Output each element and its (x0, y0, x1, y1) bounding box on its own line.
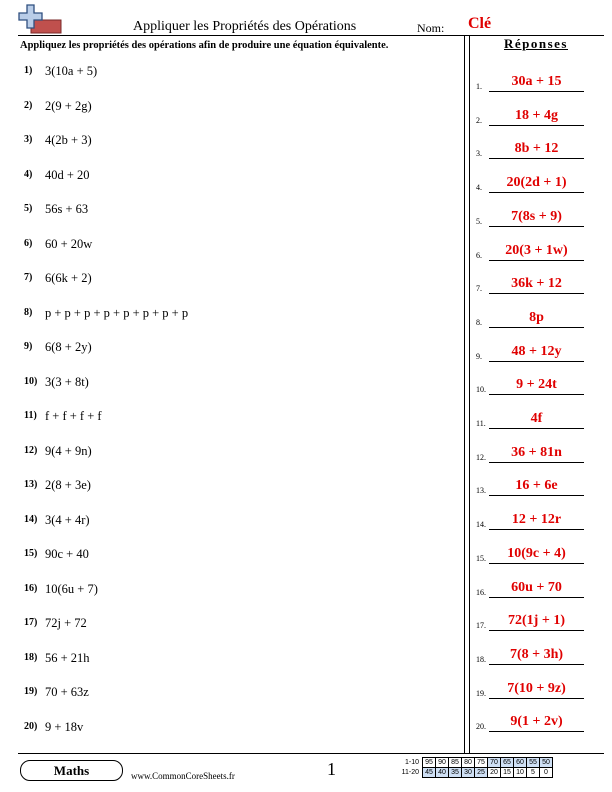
answer-line (489, 428, 584, 429)
problem-item (24, 720, 83, 738)
name-value: Clé (468, 15, 492, 32)
answer-line (489, 529, 584, 530)
answer-item (476, 308, 604, 328)
answer-value: 18 + 4g (515, 107, 558, 123)
answer-item (476, 72, 604, 92)
answer-value: 72(1j + 1) (508, 613, 565, 629)
answer-line (489, 125, 584, 126)
answer-number: 20. (476, 722, 486, 732)
answer-value: 48 + 12y (511, 343, 562, 359)
answer-line (489, 91, 584, 92)
answer-number: 9. (476, 351, 482, 361)
problem-item (24, 651, 90, 669)
answer-number: 5. (476, 216, 482, 226)
answer-value: 9 + 24t (516, 377, 557, 393)
answer-value: 30a + 15 (511, 74, 562, 89)
problem-expression: 72j + 72 (45, 616, 87, 630)
problem-expression: 6(6k + 2) (45, 271, 92, 285)
score-cell: 65 (501, 758, 514, 768)
answer-item (476, 106, 604, 126)
answer-item (476, 611, 604, 631)
answer-value: 10(9c + 4) (507, 545, 566, 561)
answer-item (476, 476, 604, 496)
problem-item (24, 168, 90, 186)
answers-header: Réponses (503, 36, 568, 51)
answer-line (489, 293, 584, 294)
answer-value: 8b + 12 (514, 141, 559, 157)
problem-expression: 60 + 20w (45, 236, 93, 251)
answer-item (476, 443, 604, 463)
answer-line (489, 192, 584, 193)
answer-number: 6. (476, 250, 482, 260)
problem-expression: 2(9 + 2g) (45, 98, 92, 113)
answer-value: 16 + 6e (515, 478, 558, 494)
answer-line (489, 260, 584, 261)
score-cell: 25 (475, 768, 488, 778)
answer-line (489, 630, 584, 631)
score-row (394, 758, 553, 768)
answer-number: 8. (476, 317, 482, 327)
answer-line (489, 664, 584, 665)
problem-expression: 9 + 18v (45, 719, 84, 734)
problem-item (24, 375, 89, 393)
answer-line (489, 698, 584, 699)
score-cell: 60 (514, 758, 527, 768)
answer-number: 16. (476, 587, 486, 597)
problem-expression: 70 + 63z (45, 685, 89, 699)
answer-value: 36k + 12 (511, 276, 562, 292)
answer-number: 11. (476, 419, 486, 428)
score-cell: 5 (527, 768, 540, 778)
answer-line (489, 462, 584, 463)
problem-expression: f + f + f + f (45, 409, 102, 423)
answer-item (476, 578, 604, 598)
answer-item (476, 173, 604, 193)
score-cell: 90 (436, 758, 449, 768)
answer-line (489, 361, 584, 362)
score-cell: 85 (449, 758, 462, 768)
answer-value: 20(2d + 1) (506, 175, 567, 191)
problem-expression: 3(10a + 5) (45, 64, 98, 78)
problem-item (24, 306, 188, 324)
problem-number: 8) (24, 306, 33, 318)
answer-number: 14. (476, 520, 486, 530)
score-cell: 40 (436, 768, 449, 778)
answer-line (489, 731, 584, 732)
problem-item (24, 685, 89, 703)
problem-number: 1) (24, 65, 33, 76)
problem-item (24, 513, 90, 531)
answer-item (476, 207, 604, 227)
plus-logo-icon (18, 4, 62, 34)
problem-number: 10) (24, 375, 38, 387)
problem-number: 2) (24, 99, 33, 111)
problem-expression: 56s + 63 (45, 202, 89, 216)
answer-value: 36 + 81n (511, 444, 562, 460)
score-cell: 10 (514, 768, 527, 778)
problem-number: 17) (24, 617, 38, 628)
answer-line (489, 327, 584, 328)
answer-number: 15. (476, 553, 486, 563)
problem-number: 14) (24, 513, 38, 525)
problem-number: 12) (24, 444, 38, 456)
answer-item (476, 544, 604, 564)
problem-expression: 2(8 + 3e) (45, 478, 91, 492)
problem-number: 19) (24, 686, 38, 697)
score-cell: 15 (501, 768, 514, 778)
answer-item (476, 679, 604, 699)
problem-number: 4) (24, 168, 33, 180)
problem-expression: 9(4 + 9n) (45, 443, 92, 458)
problem-number: 16) (24, 582, 38, 594)
problem-number: 5) (24, 203, 33, 214)
problem-item (24, 271, 92, 289)
answer-line (489, 226, 584, 227)
page-number: 1 (327, 759, 336, 779)
answer-value: 7(8 + 3h) (509, 646, 564, 662)
answer-number: 3. (476, 149, 482, 159)
answer-number: 1. (476, 82, 482, 91)
score-row (394, 768, 553, 778)
problem-expression: 40d + 20 (45, 167, 90, 182)
answer-number: 10. (476, 385, 486, 395)
problem-expression: 6(8 + 2y) (45, 340, 92, 354)
problem-expression: 4(2b + 3) (45, 133, 92, 147)
answer-item (476, 645, 604, 665)
answer-number: 18. (476, 654, 486, 664)
score-cell: 45 (423, 768, 436, 778)
worksheet-title: Appliquer les Propriétés des Opérations (133, 19, 357, 34)
score-row-label: 11-20 (401, 769, 419, 776)
answer-value: 60u + 70 (511, 579, 562, 595)
answer-item (476, 241, 604, 261)
answer-number: 12. (476, 452, 486, 462)
problem-item (24, 478, 91, 496)
problem-item (24, 444, 92, 462)
answer-value: 20(3 + 1w) (505, 242, 568, 258)
answer-item (476, 409, 604, 429)
answer-item (476, 510, 604, 530)
answer-number: 13. (476, 486, 486, 496)
answer-number: 19. (476, 688, 486, 698)
score-cell: 70 (488, 758, 501, 768)
answer-item (476, 375, 604, 395)
score-cell: 75 (475, 758, 488, 768)
score-cell: 95 (423, 758, 436, 768)
instructions: Appliquez les propriétés des opérations afin de produire une équation équivalente. (20, 40, 389, 51)
problem-number: 18) (24, 651, 38, 663)
score-cell: 35 (449, 768, 462, 778)
score-cell: 30 (462, 768, 475, 778)
site-url: www.CommonCoreSheets.fr (131, 771, 235, 781)
problem-item (24, 99, 92, 117)
score-cell: 0 (540, 768, 553, 778)
answer-value: 8p (529, 309, 544, 325)
score-table (394, 757, 553, 778)
answer-item (476, 274, 604, 294)
answer-column-divider (464, 35, 470, 753)
score-cell: 80 (462, 758, 475, 768)
problem-item (24, 582, 98, 600)
problem-number: 3) (24, 134, 33, 145)
score-cell: 55 (527, 758, 540, 768)
answer-item (476, 139, 604, 159)
subject-badge: Maths (20, 760, 123, 781)
problem-item (24, 202, 88, 220)
answer-line (489, 394, 584, 395)
problem-number: 6) (24, 237, 33, 249)
problem-item (24, 616, 87, 634)
problem-number: 13) (24, 479, 38, 490)
problem-item (24, 340, 92, 358)
score-cell: 50 (540, 758, 553, 768)
answer-value: 4f (530, 411, 543, 426)
answer-number: 17. (476, 621, 486, 631)
problem-number: 11) (24, 410, 37, 421)
score-cell: 20 (488, 768, 501, 778)
problem-expression: p + p + p + p + p + p + p + p (45, 305, 189, 320)
problem-number: 20) (24, 720, 38, 732)
answer-item (476, 342, 604, 362)
answer-number: 2. (476, 115, 482, 125)
problem-expression: 90c + 40 (45, 547, 89, 561)
problem-number: 15) (24, 548, 38, 559)
problem-expression: 10(6u + 7) (45, 581, 98, 596)
answer-line (489, 597, 584, 598)
answer-number: 4. (476, 183, 482, 193)
problem-item (24, 64, 97, 82)
name-label: Nom: (417, 21, 445, 35)
answer-line (489, 495, 584, 496)
answer-line (489, 563, 584, 564)
answer-value: 12 + 12r (511, 512, 562, 528)
problem-expression: 3(3 + 8t) (45, 374, 89, 389)
problem-expression: 56 + 21h (45, 650, 90, 665)
answer-value: 7(10 + 9z) (507, 680, 566, 696)
answer-number: 7. (476, 284, 482, 294)
problem-number: 7) (24, 272, 33, 283)
problem-expression: 3(4 + 4r) (45, 512, 90, 527)
problem-item (24, 547, 89, 565)
problem-item (24, 133, 92, 151)
answer-item (476, 712, 604, 732)
problem-item (24, 237, 92, 255)
footer-divider (18, 753, 604, 754)
answer-value: 9(1 + 2v) (510, 714, 563, 730)
answer-value: 7(8s + 9) (511, 208, 562, 224)
answer-line (489, 158, 584, 159)
problem-number: 9) (24, 341, 33, 352)
score-row-label: 1-10 (404, 759, 419, 766)
problem-item (24, 409, 102, 427)
